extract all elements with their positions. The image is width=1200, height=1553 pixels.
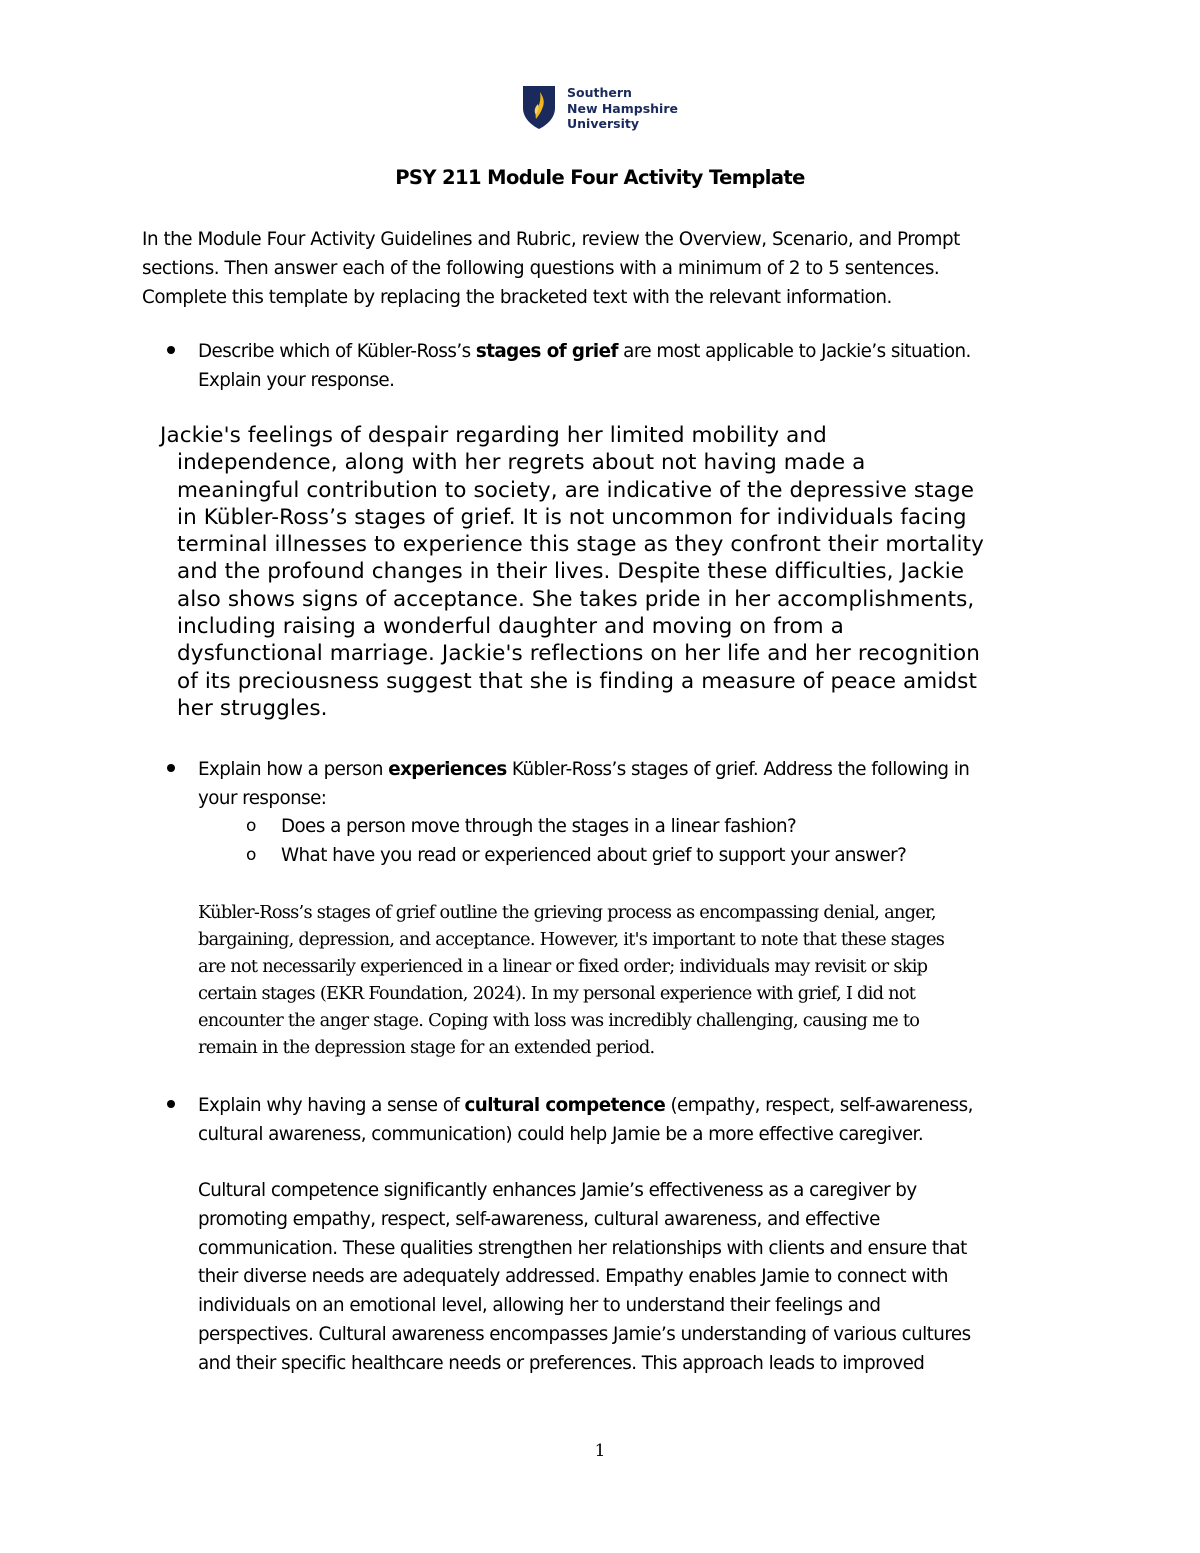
answer-2-line: Kübler-Ross’s stages of grief outline the grieving process as encompassing denial, anger, (198, 902, 936, 923)
answer-1-line: her struggles. (177, 695, 328, 721)
answer-1-line: and the profound changes in their lives. Despite these difficulties, Jackie (177, 559, 965, 585)
answer-2-line: bargaining, depression, and acceptance. However, it's important to note that these stages (198, 929, 945, 950)
question-3-pre: Explain why having a sense of (198, 1095, 465, 1116)
question-2-line-2: your response: (198, 788, 327, 809)
answer-3-line: communication. These qualities strengthen her relationships with clients and ensure that (198, 1237, 967, 1259)
university-logo (521, 84, 691, 134)
bullet-icon (167, 1091, 175, 1120)
intro-line-1: In the Module Four Activity Guidelines and Rubric, review the Overview, Scenario, and Prompt (142, 229, 960, 250)
answer-3 (198, 1177, 1068, 1379)
question-3-line-2: cultural awareness, communication) could help Jamie be a more effective caregiver. (198, 1124, 924, 1145)
answer-1-line: Jackie's feelings of despair regarding her limited mobility and (160, 423, 827, 448)
subquestion-1 (246, 812, 1066, 841)
question-1-post: are most applicable to Jackie’s situation. (617, 341, 971, 362)
answer-3-line: and their specific healthcare needs or preferences. This approach leads to improved (198, 1352, 925, 1374)
question-3-line-1 (198, 1091, 1078, 1120)
question-1-term: stages of grief (475, 341, 618, 362)
answer-2-line: encounter the anger stage. Coping with loss was incredibly challenging, causing me to (198, 1010, 920, 1031)
question-2-term: experiences (388, 759, 507, 780)
logo-line-3: University (567, 116, 639, 131)
answer-1-line: meaningful contribution to society, are indicative of the depressive stage (177, 477, 975, 503)
intro-line-2: sections. Then answer each of the following questions with a minimum of 2 to 5 sentences. (142, 258, 940, 279)
question-2-subitems (246, 812, 1066, 870)
question-3-term: cultural competence (464, 1095, 666, 1116)
question-2-post: Kübler-Ross’s stages of grief. Address the following in (506, 759, 970, 780)
subquestion-2-text: What have you read or experienced about grief to support your answer? (281, 845, 907, 866)
question-2 (198, 755, 1078, 813)
answer-1-line: of its preciousness suggest that she is finding a measure of peace amidst (177, 668, 977, 694)
answer-1-line: in Kübler-Ross’s stages of grief. It is not uncommon for individuals facing (177, 504, 967, 530)
answer-2-line: certain stages (EKR Foundation, 2024). In my personal experience with grief, I did not (198, 983, 916, 1004)
answer-1-line: dysfunctional marriage. Jackie's reflections on her life and her recognition (177, 641, 980, 667)
answer-1 (160, 422, 1080, 722)
answer-1-line: also shows signs of acceptance. She takes pride in her accomplishments, (177, 586, 975, 612)
answer-1-line: terminal illnesses to experience this stage as they confront their mortality (177, 532, 984, 558)
bullet-icon (167, 755, 175, 784)
intro-line-3: Complete this template by replacing the bracketed text with the relevant information. (142, 287, 892, 308)
answer-2 (198, 899, 1068, 1061)
question-1-pre: Describe which of Kübler-Ross’s (198, 341, 476, 362)
question-3-post: (empathy, respect, self-awareness, (665, 1095, 973, 1116)
answer-1-line: independence, along with her regrets about not having made a (177, 450, 866, 476)
page-number: 1 (594, 1441, 606, 1461)
question-2-pre: Explain how a person (198, 759, 389, 780)
logo-line-2: New Hampshire (567, 100, 678, 116)
answer-3-line: Cultural competence significantly enhances Jamie’s effectiveness as a caregiver by (198, 1180, 917, 1201)
question-1 (198, 337, 1078, 395)
intro-paragraph (142, 225, 1062, 312)
logo-line-1: Southern (567, 85, 632, 100)
answer-3-line: their diverse needs are adequately addressed. Empathy enables Jamie to connect with (198, 1266, 948, 1288)
circle-bullet-icon: o (246, 845, 256, 865)
circle-bullet-icon: o (246, 816, 256, 836)
answer-3-line: promoting empathy, respect, self-awareness, cultural awareness, and effective (198, 1208, 880, 1230)
subquestion-2 (246, 841, 1066, 870)
question-1-line-1 (198, 337, 1078, 366)
answer-3-line: individuals on an emotional level, allowing her to understand their feelings and (198, 1295, 881, 1317)
answer-3-line: perspectives. Cultural awareness encompasses Jamie’s understanding of various cultures (198, 1323, 971, 1345)
answer-1-line: including raising a wonderful daughter and moving on from a (177, 614, 844, 640)
bullet-icon (167, 337, 175, 366)
document-title: PSY 211 Module Four Activity Template (395, 166, 805, 189)
logo-wordmark (567, 85, 678, 132)
question-3 (198, 1091, 1078, 1149)
answer-2-line: remain in the depression stage for an extended period. (198, 1037, 655, 1058)
answer-2-line: are not necessarily experienced in a linear or fixed order; individuals may revisit or skip (198, 956, 928, 977)
question-1-line-2: Explain your response. (198, 370, 395, 391)
question-2-line-1 (198, 755, 1078, 784)
subquestion-1-text: Does a person move through the stages in a linear fashion? (281, 816, 797, 837)
shield-flame-icon (521, 84, 557, 130)
